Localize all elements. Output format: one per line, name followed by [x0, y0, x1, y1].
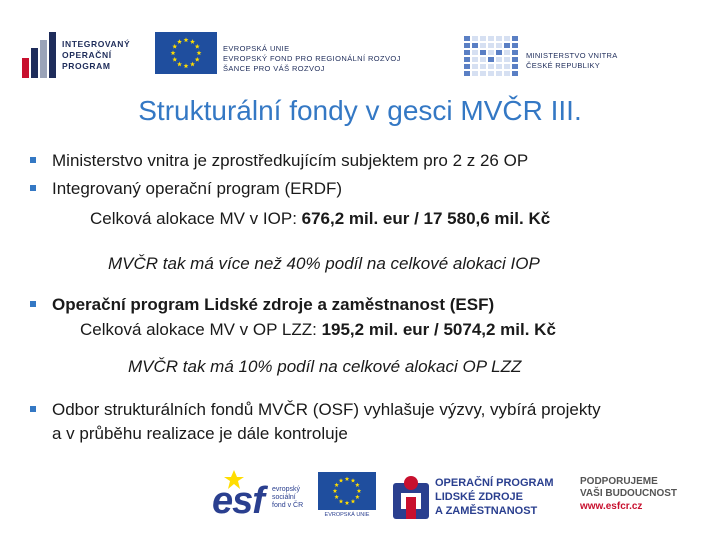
oplzz-share-note: MVČR tak má 10% podíl na celkové alokaci OP LZZ [128, 357, 522, 376]
oplzz-allocation-label: Celková alokace MV v OP LZZ: [80, 320, 322, 339]
mv-dot [504, 57, 510, 62]
mv-dot [488, 71, 494, 76]
iop-line-1: INTEGROVANÝ [62, 39, 131, 49]
mv-dot [480, 50, 486, 55]
mv-dot [488, 43, 494, 48]
mv-dot [504, 64, 510, 69]
iop-allocation-value: 676,2 mil. eur / 17 580,6 mil. Kč [301, 209, 551, 228]
mv-dot [464, 43, 470, 48]
eu-line-2: EVROPSKÝ FOND PRO REGIONÁLNÍ ROZVOJ [223, 54, 401, 63]
bullet-marker [28, 183, 38, 193]
esf-small-text [272, 486, 303, 510]
iop-logo [22, 30, 142, 80]
eu-line-1: EVROPSKÁ UNIE [223, 44, 290, 53]
oplzz-allocation-line [80, 320, 556, 340]
mv-dot [512, 43, 518, 48]
bullet-marker [28, 404, 38, 414]
mv-dot [504, 36, 510, 41]
mv-dot [488, 57, 494, 62]
mv-dot [496, 57, 502, 62]
oplzz-line-3: A ZAMĚSTNANOST [435, 505, 538, 517]
mv-dot [488, 36, 494, 41]
esf-small-line-1: evropský [272, 486, 301, 493]
eu-line-3: ŠANCE PRO VÁŠ ROZVOJ [223, 64, 325, 73]
mv-dot [472, 50, 478, 55]
esfcr-logo [580, 476, 710, 522]
mv-dot [480, 71, 486, 76]
mv-dot [480, 36, 486, 41]
iop-logo-text [62, 39, 130, 72]
oplzz-allocation-value: 195,2 mil. eur / 5074,2 mil. Kč [321, 320, 556, 339]
mv-dot [472, 71, 478, 76]
oplzz-line-2: LIDSKÉ ZDROJE [435, 491, 524, 503]
mv-dot [504, 71, 510, 76]
esfcr-url: www.esfcr.cz [580, 501, 643, 512]
mv-dot [472, 64, 478, 69]
oplzz-line-1: OPERAČNÍ PROGRAM [435, 477, 554, 489]
bullet-3-text: Operační program Lidské zdroje a zaměstnanost (ESF) [52, 295, 495, 314]
mv-logo-text [526, 51, 618, 70]
mv-dot [464, 50, 470, 55]
mv-line-2: ČESKÉ REPUBLIKY [526, 60, 601, 70]
mv-dot [512, 71, 518, 76]
mv-logo [462, 34, 632, 80]
iop-line-2: OPERAČNÍ [62, 50, 112, 60]
bullet-marker [28, 155, 38, 165]
mv-dot [512, 50, 518, 55]
esf-logo [210, 470, 375, 520]
bullet-marker [28, 299, 38, 309]
esfcr-line-1: PODPORUJEME [580, 476, 658, 487]
mv-dot [480, 43, 486, 48]
mv-dot [496, 36, 502, 41]
eu-flag-icon [318, 472, 376, 510]
mv-dot [464, 71, 470, 76]
mv-dot [496, 71, 502, 76]
mv-dot [472, 36, 478, 41]
mv-dot [488, 64, 494, 69]
iop-allocation-line [90, 209, 550, 229]
mv-dot [480, 57, 486, 62]
mv-dot [504, 43, 510, 48]
mv-dots-icon [462, 34, 520, 80]
mv-dot [496, 43, 502, 48]
mv-dot [464, 36, 470, 41]
bullet-1-text: Ministerstvo vnitra je zprostředkujícím subjektem pro 2 z 26 OP [52, 151, 529, 170]
mv-dot [512, 36, 518, 41]
mv-dot [472, 57, 478, 62]
mv-dot [472, 43, 478, 48]
mv-line-1: MINISTERSTVO VNITRA [526, 51, 618, 60]
oplzz-logo-text [435, 476, 554, 518]
mv-dot [496, 50, 502, 55]
mv-dot [480, 64, 486, 69]
mv-dot [464, 64, 470, 69]
oplzz-figure-icon [393, 475, 429, 519]
mv-dot [512, 57, 518, 62]
eu-erdf-logo [155, 32, 415, 77]
mv-dot [512, 64, 518, 69]
mv-dot [464, 57, 470, 62]
eu-flag-icon [155, 32, 217, 74]
iop-bars-icon [22, 32, 56, 78]
eu-logo-text [223, 44, 401, 74]
esf-small-line-2: sociální [272, 494, 296, 501]
esfcr-line-2: VAŠI BUDOUCNOST [580, 488, 678, 499]
esf-wordmark: esf [212, 480, 264, 522]
oplzz-logo [393, 472, 573, 522]
mv-dot [488, 50, 494, 55]
iop-share-note: MVČR tak má více než 40% podíl na celkové alokaci IOP [108, 254, 540, 273]
bullet-2-text: Integrovaný operační program (ERDF) [52, 179, 343, 198]
esf-small-line-3: fond v ČR [272, 502, 304, 509]
iop-allocation-label: Celková alokace MV v IOP: [90, 209, 302, 228]
page-title: Strukturální fondy v gesci MVČR III. [138, 95, 582, 126]
esf-flag-label: EVROPSKÁ UNIE [324, 512, 370, 518]
bullet-4-line-2: a v průběhu realizace je dále kontroluje [52, 424, 348, 443]
bullet-4-line-1: Odbor strukturálních fondů MVČR (OSF) vyhlašuje výzvy, vybírá projekty [52, 400, 601, 419]
mv-dot [504, 50, 510, 55]
iop-line-3: PROGRAM [62, 61, 111, 71]
mv-dot [496, 64, 502, 69]
